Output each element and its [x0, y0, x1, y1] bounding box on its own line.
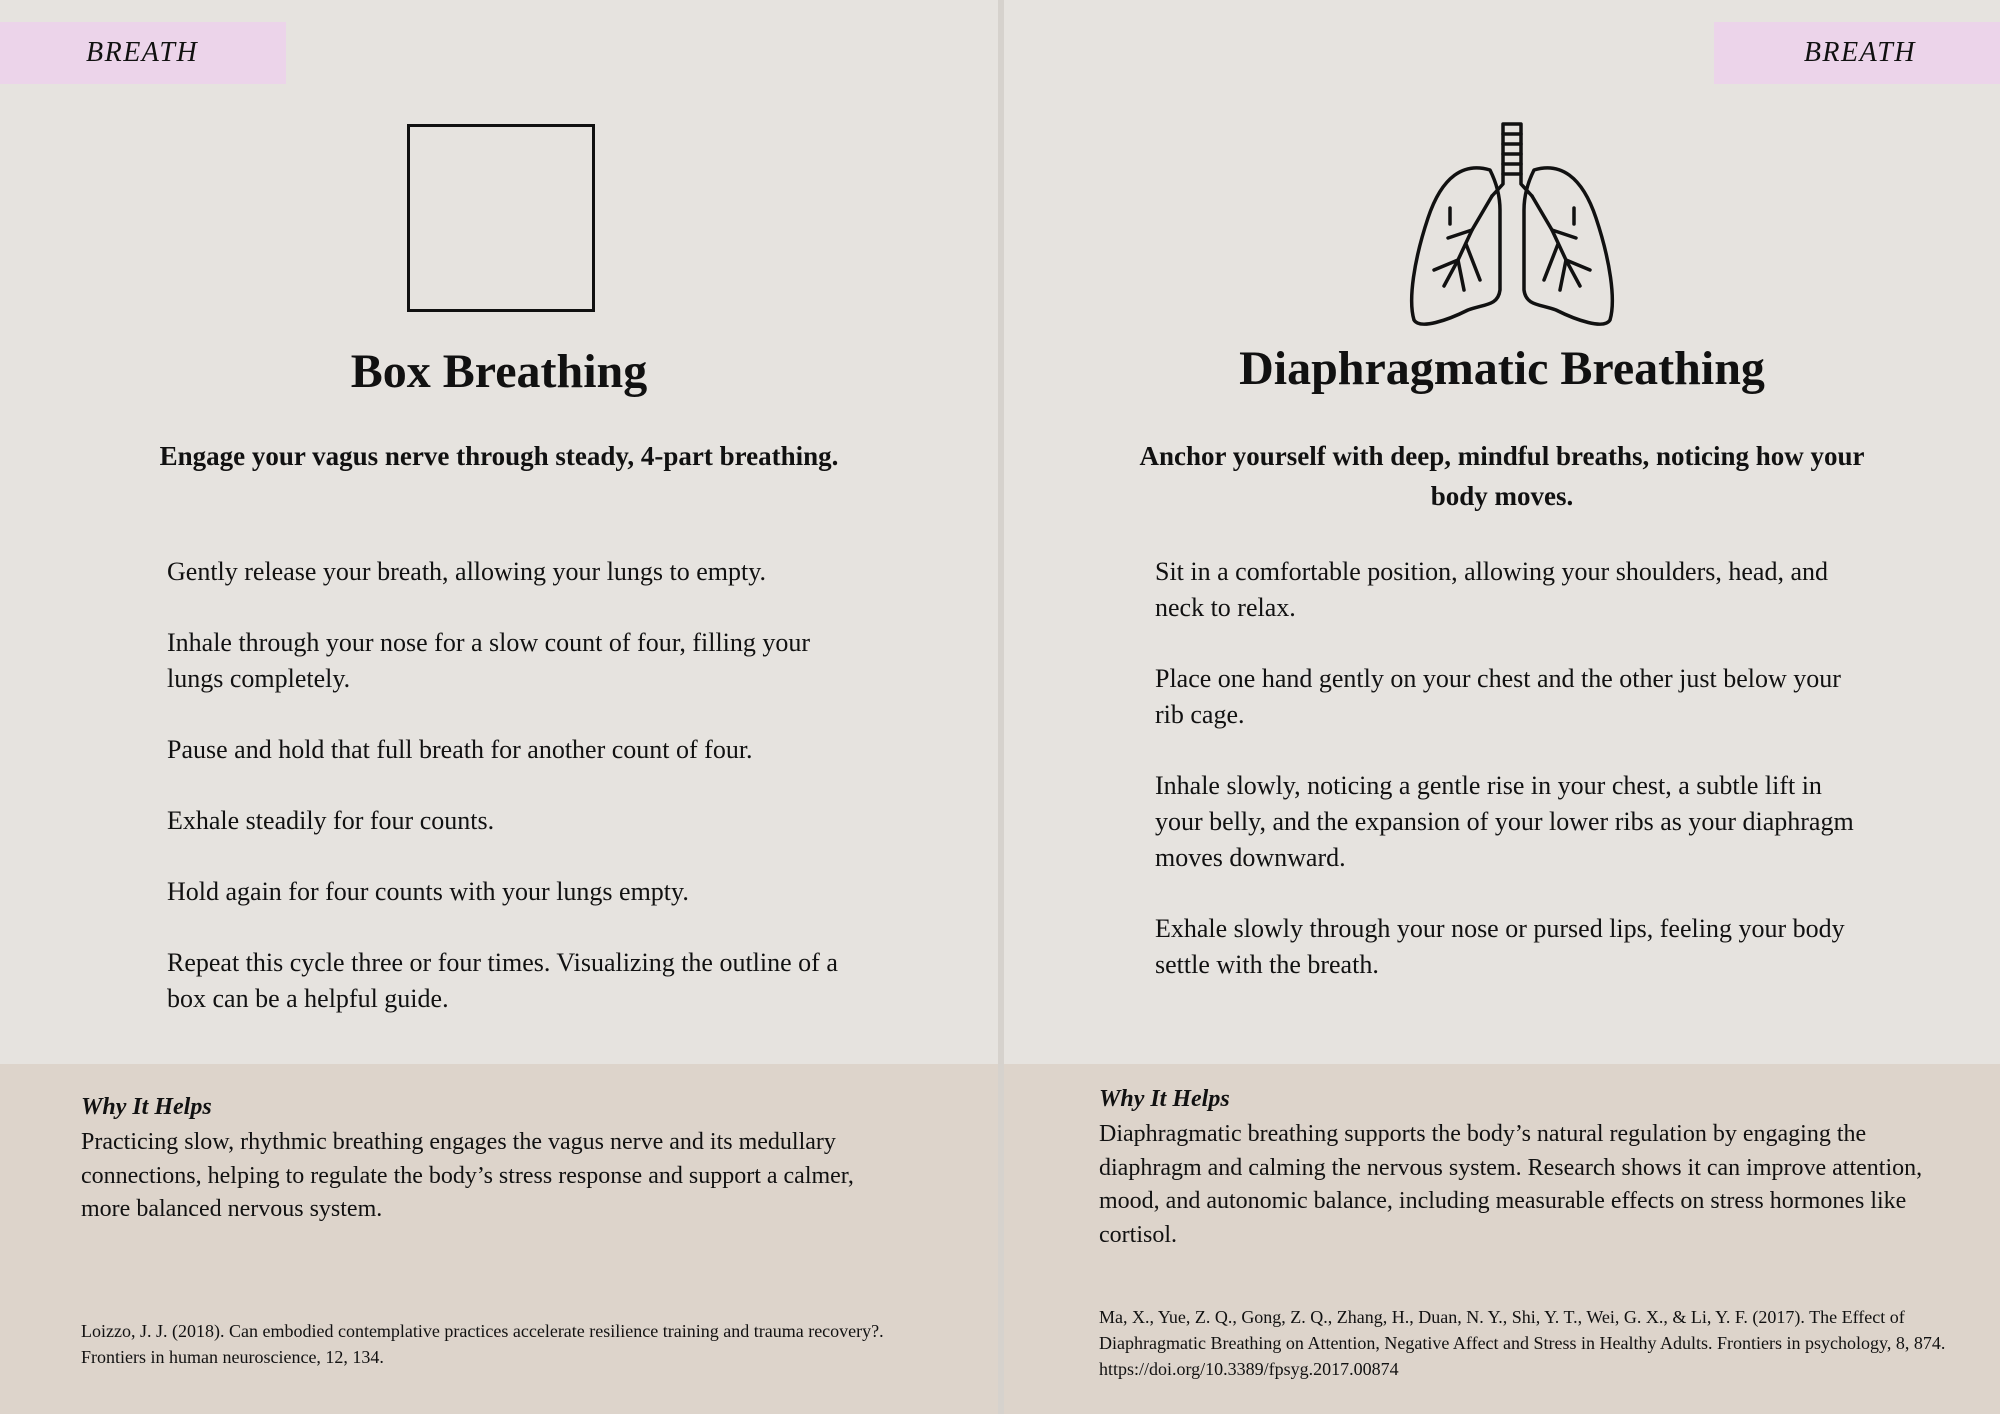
page-subtitle: Engage your vagus nerve through steady, 4-part breathing.	[159, 441, 839, 471]
step-item: Gently release your breath, allowing your lungs to empty.	[167, 557, 767, 586]
page-title: Diaphragmatic Breathing	[1239, 342, 1765, 395]
step-item: Place one hand gently on your chest and the other just below your rib cage.	[1155, 664, 1841, 729]
why-it-helps-panel	[0, 1064, 998, 1414]
steps-list	[1155, 554, 1860, 1018]
right-page	[1004, 0, 2000, 1414]
why-text: Diaphragmatic breathing supports the body’s natural regulation by engaging the diaphragm and calming the nervous system. Research shows it can improve attention, mood, and autonomic balance, including measurable effects on stress hormones like cortisol.	[1099, 1121, 1923, 1248]
why-it-helps-panel	[1004, 1064, 2000, 1414]
square-icon	[407, 124, 595, 312]
left-page	[0, 0, 998, 1414]
why-heading: Why It Helps	[81, 1094, 212, 1120]
why-text: Practicing slow, rhythmic breathing engages the vagus nerve and its medullary connections, helping to regulate the body’s stress response and support a calmer, more balanced nervous system.	[81, 1129, 854, 1222]
steps-list	[167, 554, 867, 1052]
section-tag: BREATH	[1714, 22, 2000, 84]
step-item: Exhale slowly through your nose or pursed lips, feeling your body settle with the breath.	[1155, 914, 1845, 979]
why-heading: Why It Helps	[1099, 1086, 1230, 1112]
page-title: Box Breathing	[350, 345, 648, 398]
step-item: Pause and hold that full breath for another count of four.	[167, 735, 753, 764]
step-item: Repeat this cycle three or four times. Visualizing the outline of a box can be a helpful guide.	[167, 948, 838, 1013]
section-tag: BREATH	[0, 22, 286, 84]
step-item: Inhale through your nose for a slow count of four, filling your lungs completely.	[167, 628, 811, 693]
step-item: Exhale steadily for four counts.	[167, 806, 495, 835]
lungs-icon	[1404, 120, 1624, 332]
citation: Ma, X., Yue, Z. Q., Gong, Z. Q., Zhang, H., Duan, N. Y., Shi, Y. T., Wei, G. X., & Li, Y. F. (2017). The Effect of Diaphragmatic Breathing on Attention, Negative Affect and Stress in Healthy Adults. Frontiers in psychology, 8, 874. https://doi.org/10.3389/fpsyg.2017.00874	[1099, 1307, 1946, 1379]
page-subtitle: Anchor yourself with deep, mindful breaths, noticing how your body moves.	[1139, 441, 1865, 511]
citation: Loizzo, J. J. (2018). Can embodied contemplative practices accelerate resilience training and trauma recovery?. Frontiers in human neuroscience, 12, 134.	[81, 1321, 884, 1367]
step-item: Hold again for four counts with your lungs empty.	[167, 877, 689, 906]
step-item: Inhale slowly, noticing a gentle rise in your chest, a subtle lift in your belly, and the expansion of your lower ribs as your diaphragm moves downward.	[1155, 771, 1854, 872]
step-item: Sit in a comfortable position, allowing your shoulders, head, and neck to relax.	[1155, 557, 1828, 622]
